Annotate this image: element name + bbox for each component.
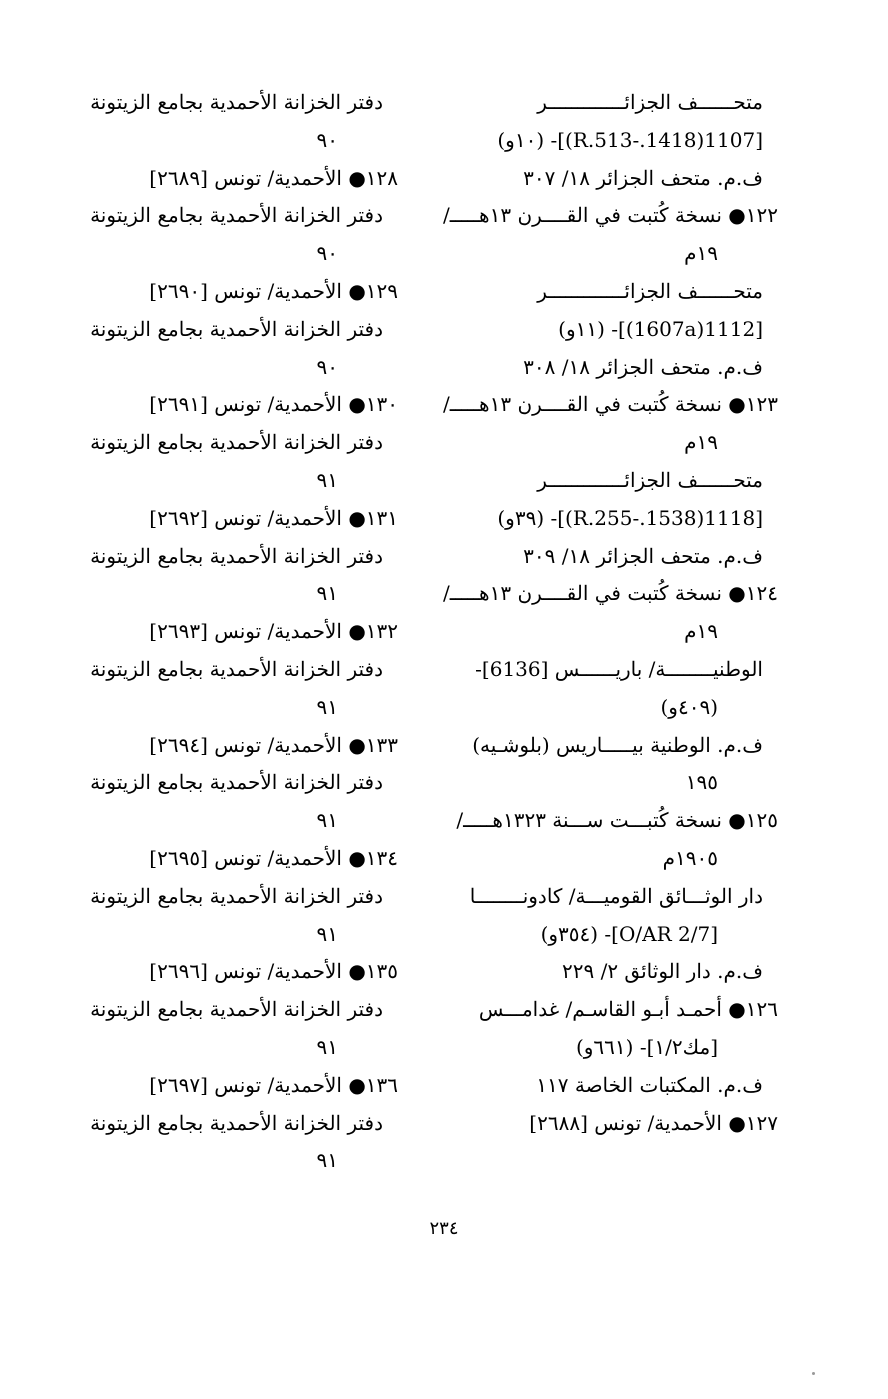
catalog-entry-detail: دفتر الخزانة الأحمدية بجامع الزيتونة [90,656,383,681]
catalog-entry-detail: ٩١ [316,1034,338,1059]
catalog-entry-heading: ١٢٩● الأحمدية/ تونس [٢٦٩٠] [149,278,398,303]
catalog-entry-detail: دفتر الخزانة الأحمدية بجامع الزيتونة [90,543,383,568]
catalog-entry-detail: ٩١ [316,1148,338,1173]
catalog-entry-detail: دار الوثـــائق القوميـــة/ كادونــــــــا [469,883,763,908]
catalog-entry-heading: ١٢٥● نسخة كُتبـــت ســـنة ١٣٢٣هـــــ/ [456,808,778,833]
catalog-entry-detail: متحــــــف الجزائـــــــــــــر [537,278,763,303]
catalog-entry-heading: ١٣٥● الأحمدية/ تونس [٢٦٩٦] [149,959,398,984]
catalog-entry-detail: ف.م. دار الوثائق ٢/ ٢٢٩ [561,959,763,984]
catalog-entry-detail: ١٩م [684,241,718,266]
catalog-entry-heading: ١٣٠● الأحمدية/ تونس [٢٦٩١] [149,392,398,417]
catalog-entry-detail: ف.م. الوطنية بيـــــاريس (بلوشـيه) [472,732,763,757]
catalog-entry-detail: ٩١ [316,921,338,946]
catalog-entry-detail: دفتر الخزانة الأحمدية بجامع الزيتونة [90,203,383,228]
catalog-entry-heading: ١٢٧● الأحمدية/ تونس [٢٦٨٨] [529,1110,778,1135]
page-number: ٢٣٤ [429,1218,459,1239]
catalog-entry-detail: متحــــــف الجزائـــــــــــــر [537,90,763,114]
catalog-entry-heading: ١٢٣● نسخة كُتبت في القــــرن ١٣هـــــ/ [443,392,778,417]
catalog-entry-detail: دفتر الخزانة الأحمدية بجامع الزيتونة [90,770,383,795]
catalog-entry-detail: ١٩٥ [685,770,718,795]
catalog-entry-detail: ٩٠ [316,354,338,379]
catalog-entry-detail: دفتر الخزانة الأحمدية بجامع الزيتونة [90,316,383,341]
catalog-entry-heading: ١٢٨● الأحمدية/ تونس [٢٦٨٩] [149,165,398,190]
catalog-entry-heading: ١٣٤● الأحمدية/ تونس [٢٦٩٥] [149,845,398,870]
catalog-entry-detail: ١٩م [684,430,718,455]
catalog-entry-detail: ف.م. متحف الجزائر ١٨/ ٣٠٩ [523,543,763,568]
left-column [38,84,398,1180]
catalog-entry-detail: ٩١ [316,467,338,492]
catalog-entry-heading: ١٣٢● الأحمدية/ تونس [٢٦٩٣] [149,619,398,644]
catalog-entry-detail: ١٩م [684,619,718,644]
catalog-entry-detail: دفتر الخزانة الأحمدية بجامع الزيتونة [90,997,383,1022]
right-column [428,84,778,1142]
catalog-entry-detail: ٩٠ [316,241,338,266]
catalog-entry-detail: [1107(1418.-R.513)]- (١٠و) [497,127,763,152]
catalog-entry-detail: ٩١ [316,808,338,833]
catalog-entry-detail: ف.م. المكتبات الخاصة ١١٧ [536,1072,763,1097]
catalog-entry-detail: متحــــــف الجزائـــــــــــــر [537,467,763,492]
catalog-entry-detail: دفتر الخزانة الأحمدية بجامع الزيتونة [90,1110,383,1135]
catalog-entry-detail: ١٩٠٥م [662,845,718,870]
catalog-entry-detail: (٤٠٩و) [660,694,718,719]
catalog-entry-detail: ٩١ [316,694,338,719]
catalog-entry-detail: [1112(1607a)]- (١١و) [558,316,763,341]
catalog-entry-detail: ف.م. متحف الجزائر ١٨/ ٣٠٧ [523,165,763,190]
catalog-entry-heading: ١٣١● الأحمدية/ تونس [٢٦٩٢] [149,505,398,530]
catalog-entry-detail: دفتر الخزانة الأحمدية بجامع الزيتونة [90,430,383,455]
catalog-entry-detail: [1118(1538.-R.255)]- (٣٩و) [497,505,763,530]
catalog-entry-detail: دفتر الخزانة الأحمدية بجامع الزيتونة [90,883,383,908]
catalog-entry-detail: دفتر الخزانة الأحمدية بجامع الزيتونة [90,90,383,114]
catalog-entry-detail: ف.م. متحف الجزائر ١٨/ ٣٠٨ [523,354,763,379]
catalog-entry-heading: ١٢٤● نسخة كُتبت في القــــرن ١٣هـــــ/ [443,581,778,606]
catalog-entry-heading: ١٣٣● الأحمدية/ تونس [٢٦٩٤] [149,732,398,757]
catalog-entry-heading: ١٢٢● نسخة كُتبت في القــــرن ١٣هـــــ/ [443,203,778,228]
catalog-entry-detail: [O/AR 2/7]- (٣٥٤و) [540,921,718,946]
scan-speck [812,1372,815,1375]
catalog-entry-heading: ١٢٦● أحمـد أبـو القاسـم/ غدامـــس [478,997,778,1022]
catalog-entry-detail: الوطنيــــــــة/ باريــــــس [6136]- [475,656,763,681]
catalog-entry-detail: ٩١ [316,581,338,606]
catalog-entry-detail: [مك١/٢]- (٦٦١و) [575,1034,718,1059]
catalog-entry-detail: ٩٠ [316,127,338,152]
catalog-entry-heading: ١٣٦● الأحمدية/ تونس [٢٦٩٧] [149,1072,398,1097]
